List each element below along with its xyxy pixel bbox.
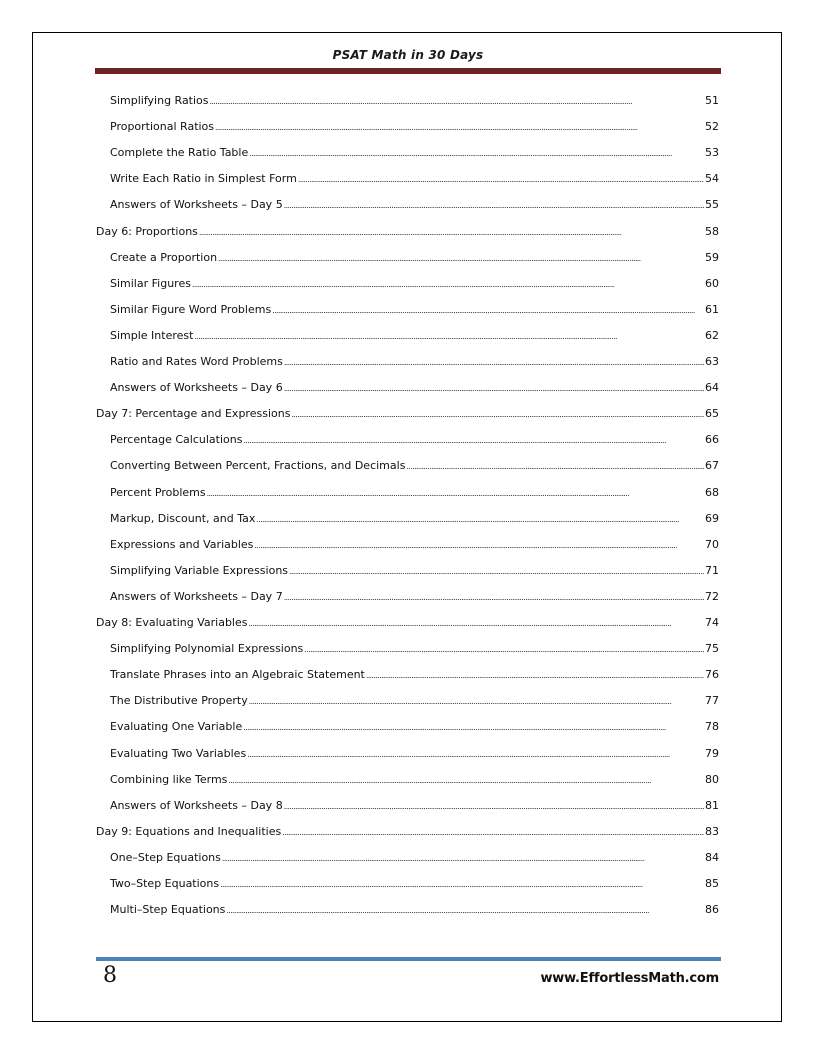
toc-entry-title: Similar Figure Word Problems: [110, 302, 272, 316]
toc-entry[interactable]: [110, 274, 719, 294]
toc-entry-title: Percentage Calculations: [110, 433, 243, 447]
page-number: 8: [103, 963, 117, 988]
dot-leader: [272, 300, 704, 321]
toc-entry-title: Day 6: Proportions: [96, 224, 198, 238]
toc-entry-page: 53: [705, 146, 719, 160]
toc-entry-page: 65: [705, 407, 719, 421]
toc-entry[interactable]: [110, 639, 719, 659]
dot-leader: [284, 796, 704, 817]
toc-entry-page: 52: [705, 120, 719, 134]
dot-leader: [284, 195, 704, 216]
dot-leader: [256, 509, 704, 530]
toc-entry-title: Multi–Step Equations: [110, 903, 226, 917]
toc-entry[interactable]: [110, 430, 719, 450]
toc-entry-title: Simple Interest: [110, 328, 194, 342]
toc-entry[interactable]: [110, 691, 719, 711]
dot-leader: [284, 378, 704, 399]
toc-entry-page: 78: [705, 720, 719, 734]
toc-entry-page: 60: [705, 276, 719, 290]
toc-entry-page: 81: [705, 798, 719, 812]
toc-entry-title: Day 8: Evaluating Variables: [96, 616, 248, 629]
dot-leader: [247, 744, 704, 765]
toc-entry[interactable]: [110, 900, 719, 920]
toc-entry[interactable]: [110, 248, 719, 268]
toc-section-entry[interactable]: [96, 613, 719, 633]
toc-entry[interactable]: [110, 352, 719, 372]
dot-leader: [222, 848, 704, 869]
dot-leader: [406, 456, 704, 477]
toc-entry-title: Expressions and Variables: [110, 537, 254, 551]
toc-entry-page: 70: [705, 537, 719, 551]
toc-entry[interactable]: [110, 509, 719, 529]
dot-leader: [284, 352, 704, 373]
dot-leader: [199, 222, 704, 243]
toc-entry-page: 76: [705, 668, 719, 682]
toc-entry[interactable]: [110, 874, 719, 894]
toc-entry[interactable]: [110, 143, 719, 163]
dot-leader: [215, 117, 704, 138]
toc-entry[interactable]: [110, 456, 719, 476]
toc-entry[interactable]: [110, 717, 719, 737]
toc-entry[interactable]: [110, 169, 719, 189]
toc-entry-page: 84: [705, 850, 719, 864]
dot-leader: [220, 874, 704, 895]
dot-leader: [218, 248, 704, 269]
dot-leader: [248, 613, 704, 634]
toc-entry[interactable]: [110, 378, 719, 398]
toc-entry-title: Day 9: Equations and Inequalities: [96, 824, 282, 838]
header-rule: [95, 68, 721, 74]
dot-leader: [243, 717, 704, 738]
dot-leader: [291, 404, 704, 425]
dot-leader: [298, 169, 704, 190]
toc-entry-title: Complete the Ratio Table: [110, 146, 249, 160]
toc-entry-title: Translate Phrases into an Algebraic Statement: [110, 668, 365, 682]
toc-section-entry[interactable]: [96, 222, 719, 242]
toc-entry-title: Proportional Ratios: [110, 120, 215, 134]
toc-entry-page: 75: [705, 642, 719, 656]
toc-entry[interactable]: [110, 117, 719, 137]
dot-leader: [210, 91, 704, 112]
toc-entry-page: 51: [705, 94, 719, 107]
toc-entry-title: Evaluating Two Variables: [110, 746, 247, 760]
toc-entry-page: 67: [705, 459, 719, 473]
toc-entry-title: Combining like Terms: [110, 772, 228, 786]
toc-entry-title: Markup, Discount, and Tax: [110, 511, 256, 525]
dot-leader: [194, 326, 704, 347]
toc-entry-page: 74: [705, 616, 719, 629]
toc-entry-title: Answers of Worksheets – Day 5: [110, 198, 283, 212]
toc-entry-title: Answers of Worksheets – Day 7: [110, 589, 283, 603]
toc-entry-page: 64: [705, 381, 719, 395]
toc-entry-title: Two–Step Equations: [110, 877, 220, 890]
dot-leader: [366, 665, 704, 686]
toc-entry-page: 69: [705, 511, 719, 525]
toc-entry-page: 71: [705, 563, 719, 577]
footer-rule: [96, 957, 721, 961]
toc-section-entry[interactable]: [96, 822, 719, 842]
toc-entry-page: 77: [705, 694, 719, 708]
toc-entry-page: 58: [705, 224, 719, 238]
dot-leader: [243, 430, 704, 451]
toc-entry-title: Similar Figures: [110, 276, 191, 290]
running-header-title: PSAT Math in 30 Days: [332, 48, 484, 62]
toc-entry[interactable]: [110, 587, 719, 607]
toc-entry[interactable]: [110, 561, 719, 581]
dot-leader: [284, 587, 704, 608]
website-url[interactable]: www.EffortlessMath.com: [540, 971, 719, 986]
toc-entry-title: One–Step Equations: [110, 850, 221, 864]
dot-leader: [249, 691, 704, 712]
toc-entry-page: 59: [705, 250, 719, 264]
toc-entry[interactable]: [110, 744, 719, 764]
dot-leader: [228, 770, 704, 791]
toc-entry-title: Simplifying Ratios: [110, 94, 209, 107]
toc-entry-page: 85: [705, 877, 719, 890]
toc-entry-page: 54: [705, 172, 719, 186]
toc-entry-page: 68: [705, 485, 719, 499]
dot-leader: [226, 900, 704, 921]
dot-leader: [207, 483, 704, 504]
toc-entry[interactable]: [110, 535, 719, 555]
toc-entry-title: The Distributive Property: [110, 694, 248, 708]
toc-entry-title: Ratio and Rates Word Problems: [110, 355, 283, 368]
toc-entry[interactable]: [110, 300, 719, 320]
dot-leader: [249, 143, 704, 164]
dot-leader: [192, 274, 704, 295]
dot-leader: [289, 561, 704, 582]
toc-entry[interactable]: [110, 848, 719, 868]
toc-section-entry[interactable]: [96, 404, 719, 424]
toc-entry-page: 83: [705, 824, 719, 838]
toc-entry[interactable]: [110, 770, 719, 790]
toc-entry-title: Answers of Worksheets – Day 6: [110, 381, 283, 395]
toc-entry-title: Create a Proportion: [110, 250, 218, 264]
toc-entry-title: Write Each Ratio in Simplest Form: [110, 172, 297, 186]
toc-entry-title: Simplifying Variable Expressions: [110, 563, 289, 577]
toc-entry-page: 80: [705, 772, 719, 786]
toc-entry-page: 61: [705, 302, 719, 316]
toc-entry-title: Percent Problems: [110, 485, 206, 499]
toc-entry-page: 63: [705, 355, 719, 368]
toc-entry-page: 62: [705, 328, 719, 342]
toc-entry-page: 55: [705, 198, 719, 212]
dot-leader: [254, 535, 704, 556]
toc-entry-title: Converting Between Percent, Fractions, and Decimals: [110, 459, 406, 473]
toc-entry[interactable]: [110, 483, 719, 503]
dot-leader: [282, 822, 704, 843]
dot-leader: [304, 639, 704, 660]
toc-entry-title: Simplifying Polynomial Expressions: [110, 642, 304, 656]
toc-entry[interactable]: [110, 796, 719, 816]
toc-entry[interactable]: [110, 91, 719, 111]
toc-entry[interactable]: [110, 665, 719, 685]
toc-entry[interactable]: [110, 195, 719, 215]
toc-entry-page: 79: [705, 746, 719, 760]
toc-entry-title: Day 7: Percentage and Expressions: [96, 407, 291, 421]
toc-entry-page: 66: [705, 433, 719, 447]
toc-entry-title: Evaluating One Variable: [110, 720, 243, 734]
toc-entry-title: Answers of Worksheets – Day 8: [110, 798, 283, 812]
toc-entry-page: 86: [705, 903, 719, 917]
toc-entry-page: 72: [705, 589, 719, 603]
toc-entry[interactable]: [110, 326, 719, 346]
